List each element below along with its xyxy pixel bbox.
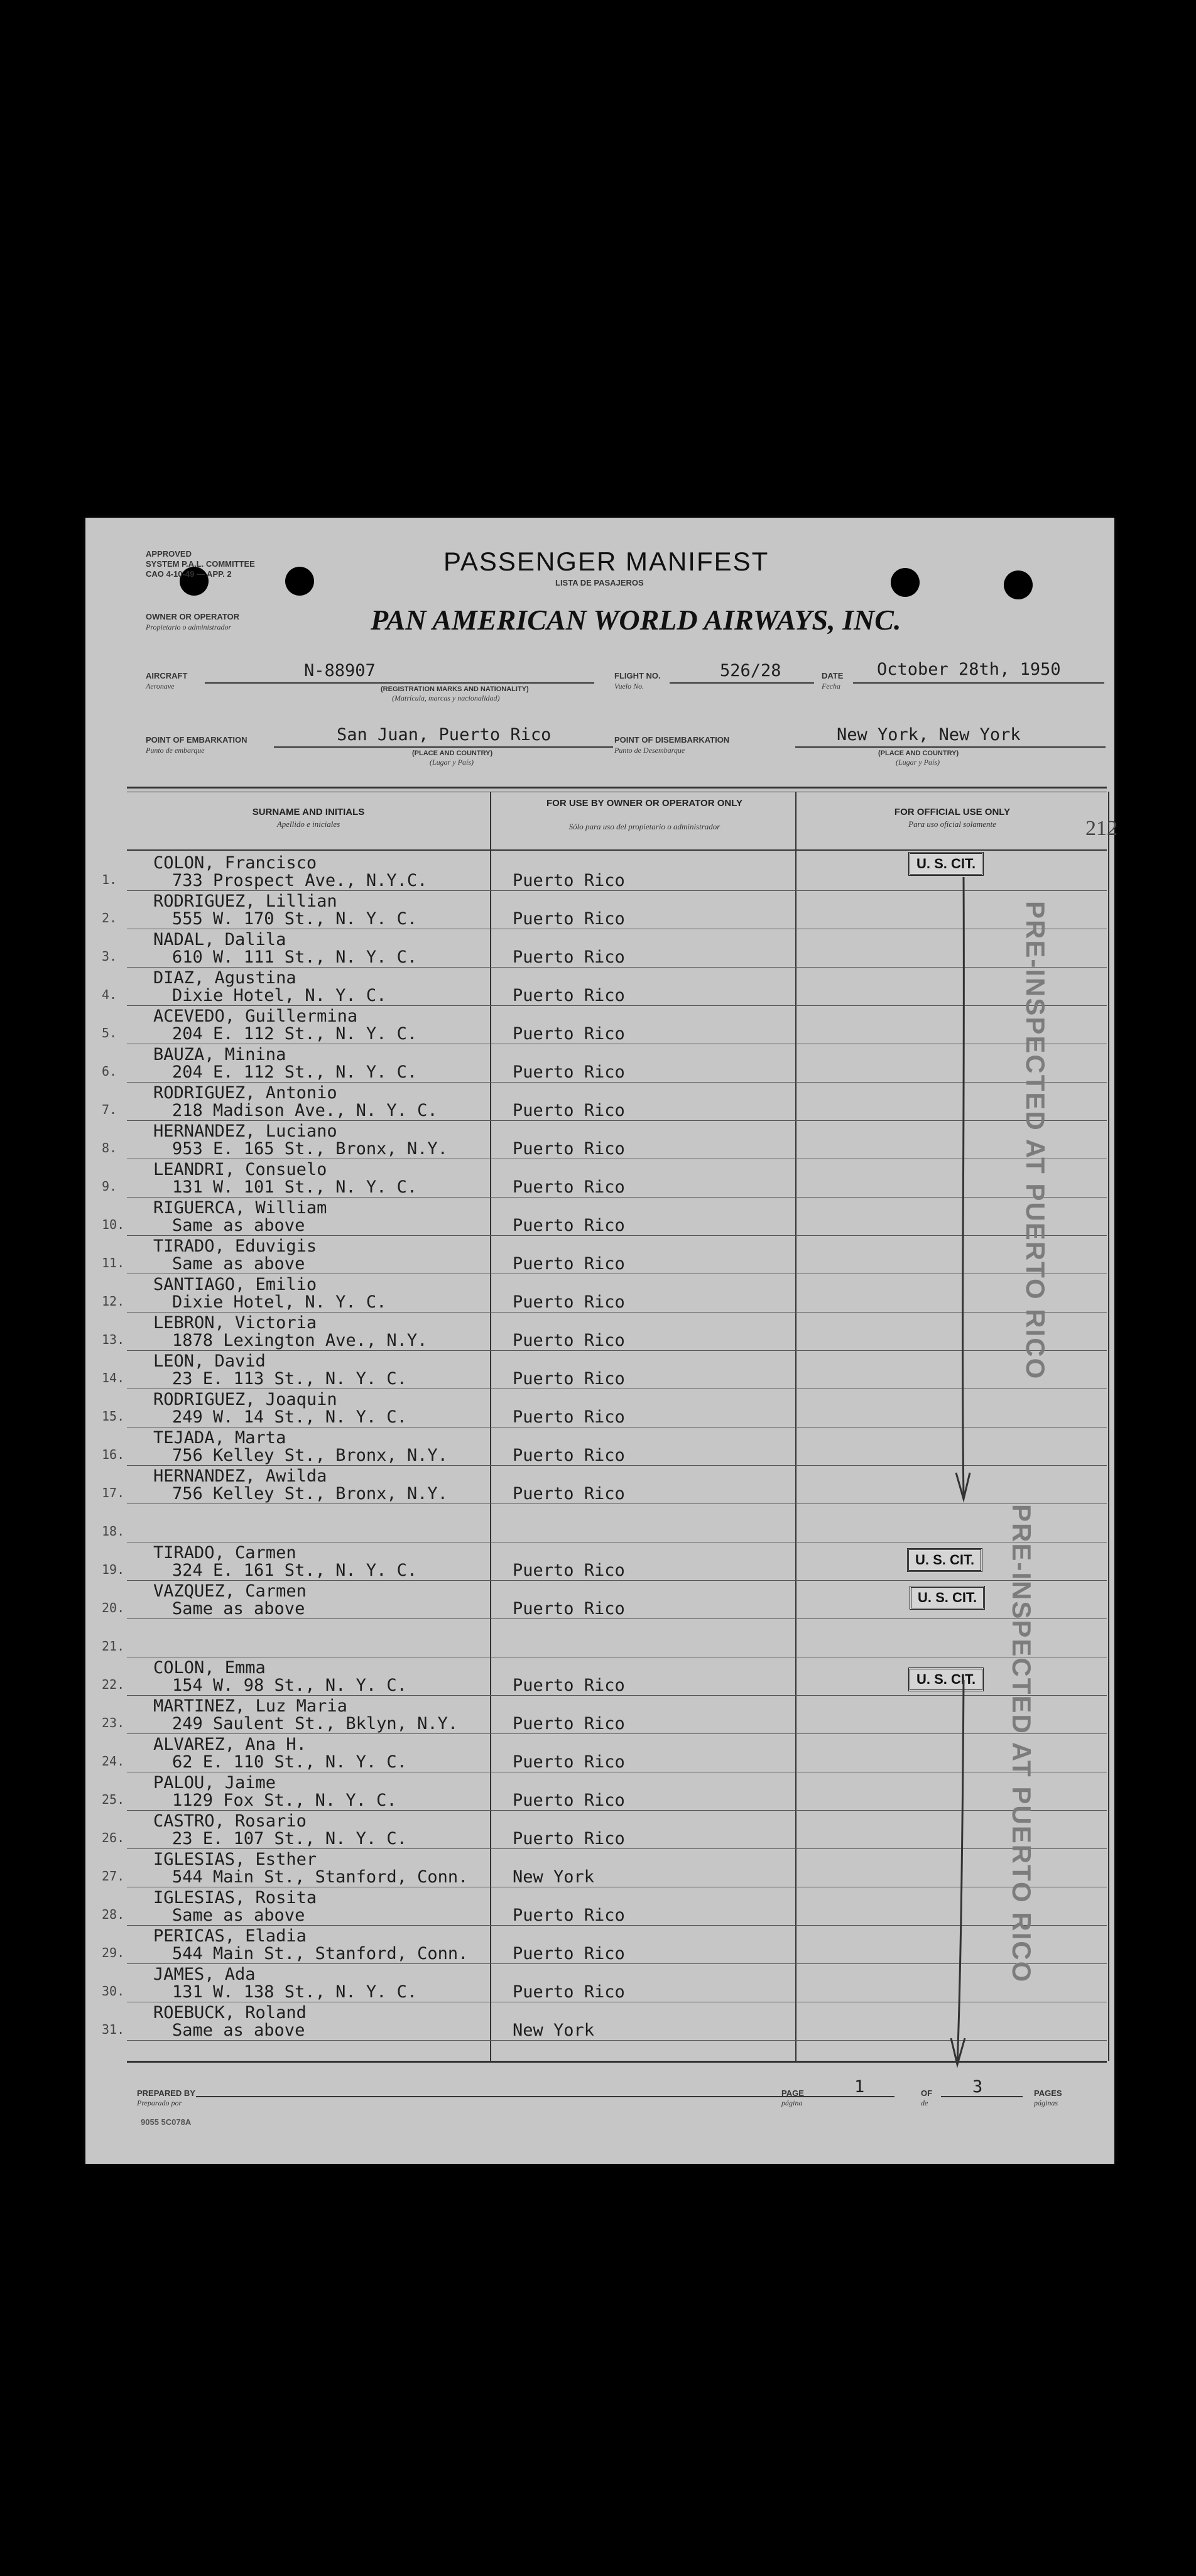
column-header-official: FOR OFFICIAL USE ONLY: [894, 807, 1011, 817]
prepared-by-label: PREPARED BY: [137, 2088, 195, 2098]
passenger-name: LEON, David: [153, 1351, 266, 1371]
page-label: PAGE: [781, 2088, 804, 2098]
form-number: 9055 5C078A: [141, 2117, 192, 2127]
passenger-name: TIRADO, Eduvigis: [153, 1236, 317, 1256]
passenger-destination: Puerto Rico: [513, 986, 625, 1005]
row-number: 22.: [102, 1677, 125, 1692]
row-number: 11.: [102, 1255, 125, 1270]
passenger-destination: Puerto Rico: [513, 1139, 625, 1159]
passenger-address: 23 E. 107 St., N. Y. C.: [172, 1829, 407, 1848]
passenger-address: Dixie Hotel, N. Y. C.: [172, 986, 387, 1005]
passenger-name: RODRIGUEZ, Joaquin: [153, 1390, 337, 1409]
of-label: OF: [921, 2088, 933, 2098]
passenger-name: ACEVEDO, Guillermina: [153, 1007, 358, 1026]
aircraft-label-es: Aeronave: [146, 682, 175, 690]
embark-place-caption: (PLACE AND COUNTRY): [412, 750, 493, 757]
passenger-destination: Puerto Rico: [513, 1446, 625, 1465]
passenger-name: HERNANDEZ, Luciano: [153, 1122, 337, 1141]
passenger-name: RODRIGUEZ, Antonio: [153, 1083, 337, 1103]
disembark-place-caption-es: (Lugar y País): [896, 758, 940, 767]
row-number: 25.: [102, 1792, 125, 1807]
row-number: 2.: [102, 910, 117, 925]
approval-line: APPROVED: [146, 549, 192, 559]
registration-caption-es: (Matrícula, marcas y nacionalidad): [392, 694, 500, 702]
passenger-address: 23 E. 113 St., N. Y. C.: [172, 1369, 407, 1389]
airline-name: PAN AMERICAN WORLD AIRWAYS, INC.: [371, 604, 901, 636]
passenger-name: ALVAREZ, Ana H.: [153, 1735, 307, 1754]
us-citizen-stamp: U. S. CIT.: [907, 1548, 982, 1572]
column-header-name-es: Apellido e iniciales: [276, 819, 340, 829]
passenger-destination: Puerto Rico: [513, 1369, 625, 1389]
row-number: 30.: [102, 1984, 125, 1999]
approval-line: SYSTEM P.A.L. COMMITTEE: [146, 559, 255, 569]
passenger-name: COLON, Emma: [153, 1658, 266, 1678]
passenger-destination: Puerto Rico: [513, 1791, 625, 1810]
passenger-destination: Puerto Rico: [513, 909, 625, 929]
passenger-destination: Puerto Rico: [513, 1676, 625, 1695]
disembark-label: POINT OF DISEMBARKATION: [614, 735, 730, 745]
row-number: 15.: [102, 1409, 125, 1424]
passenger-address: Same as above: [172, 1599, 305, 1618]
passenger-name: RODRIGUEZ, Lillian: [153, 892, 337, 911]
passenger-destination: Puerto Rico: [513, 1829, 625, 1848]
punch-hole: [891, 568, 920, 597]
manifest-title-es: LISTA DE PASAJEROS: [555, 578, 644, 587]
passenger-name: VAZQUEZ, Carmen: [153, 1581, 307, 1601]
passenger-destination: Puerto Rico: [513, 1331, 625, 1350]
row-number: 24.: [102, 1754, 125, 1769]
passenger-address: 131 W. 101 St., N. Y. C.: [172, 1177, 418, 1197]
passenger-address: 154 W. 98 St., N. Y. C.: [172, 1676, 407, 1695]
bracket-lines: [902, 870, 1003, 2095]
row-number: 3.: [102, 949, 117, 964]
passenger-destination: Puerto Rico: [513, 947, 625, 967]
passenger-destination: Puerto Rico: [513, 1024, 625, 1044]
passenger-name: COLON, Francisco: [153, 853, 317, 873]
passenger-address: 204 E. 112 St., N. Y. C.: [172, 1024, 418, 1044]
passenger-name: CASTRO, Rosario: [153, 1811, 307, 1831]
aircraft-value: N-88907: [304, 661, 376, 680]
row-number: 9.: [102, 1179, 117, 1194]
passenger-name: NADAL, Dalila: [153, 930, 286, 949]
passenger-name: TEJADA, Marta: [153, 1428, 286, 1448]
column-header-owner-es: Sólo para uso del propietario o administrador: [568, 822, 720, 831]
row-number: 1.: [102, 872, 117, 887]
row-number: 13.: [102, 1332, 125, 1347]
passenger-address: 544 Main St., Stanford, Conn.: [172, 1944, 469, 1963]
row-number: 31.: [102, 2022, 125, 2037]
passenger-name: ROEBUCK, Roland: [153, 2003, 307, 2022]
passenger-address: 249 Saulent St., Bklyn, N.Y.: [172, 1714, 459, 1733]
passenger-destination: Puerto Rico: [513, 1752, 625, 1772]
passenger-destination: New York: [513, 1867, 595, 1887]
page-number-stamp: 212: [1085, 817, 1117, 840]
passenger-destination: Puerto Rico: [513, 1561, 625, 1580]
passenger-address: 218 Madison Ave., N. Y. C.: [172, 1101, 438, 1120]
date-value: October 28th, 1950: [877, 660, 1061, 679]
passenger-destination: Puerto Rico: [513, 1484, 625, 1504]
pages-total-value: 3: [972, 2077, 983, 2097]
passenger-address: 204 E. 112 St., N. Y. C.: [172, 1062, 418, 1082]
disembark-place-caption: (PLACE AND COUNTRY): [878, 750, 959, 757]
row-number: 14.: [102, 1370, 125, 1385]
row-number: 17.: [102, 1485, 125, 1500]
passenger-address: 1129 Fox St., N. Y. C.: [172, 1791, 397, 1810]
passenger-destination: New York: [513, 2021, 595, 2040]
passenger-destination: Puerto Rico: [513, 1254, 625, 1274]
of-label-es: de: [921, 2098, 928, 2107]
passenger-destination: Puerto Rico: [513, 1177, 625, 1197]
row-number: 16.: [102, 1447, 125, 1462]
passenger-address: 544 Main St., Stanford, Conn.: [172, 1867, 469, 1887]
row-number: 12.: [102, 1294, 125, 1309]
passenger-name: LEBRON, Victoria: [153, 1313, 317, 1333]
row-number: 29.: [102, 1945, 125, 1960]
row-number: 10.: [102, 1217, 125, 1232]
punch-hole: [1004, 570, 1033, 599]
embark-label: POINT OF EMBARKATION: [146, 735, 247, 745]
passenger-destination: Puerto Rico: [513, 1407, 625, 1427]
passenger-name: TIRADO, Carmen: [153, 1543, 296, 1563]
date-label: DATE: [822, 671, 844, 680]
passenger-name: SANTIAGO, Emilio: [153, 1275, 317, 1294]
passenger-name: HERNANDEZ, Awilda: [153, 1466, 327, 1486]
flight-label-es: Vuelo No.: [614, 682, 644, 690]
owner-label: OWNER OR OPERATOR: [146, 612, 240, 621]
passenger-address: 756 Kelley St., Bronx, N.Y.: [172, 1446, 448, 1465]
embark-value: San Juan, Puerto Rico: [337, 725, 552, 745]
column-header-owner: FOR USE BY OWNER OR OPERATOR ONLY: [546, 798, 742, 809]
aircraft-label: AIRCRAFT: [146, 671, 188, 680]
row-number: 5.: [102, 1025, 117, 1040]
passenger-address: 1878 Lexington Ave., N.Y.: [172, 1331, 428, 1350]
prepared-by-label-es: Preparado por: [137, 2098, 182, 2107]
row-number: 21.: [102, 1639, 125, 1654]
passenger-name: LEANDRI, Consuelo: [153, 1160, 327, 1179]
passenger-address: 555 W. 170 St., N. Y. C.: [172, 909, 418, 929]
row-number: 27.: [102, 1869, 125, 1884]
date-label-es: Fecha: [822, 682, 840, 690]
punch-hole: [285, 567, 314, 596]
row-number: 8.: [102, 1140, 117, 1155]
passenger-destination: Puerto Rico: [513, 1101, 625, 1120]
us-citizen-stamp: U. S. CIT.: [908, 1667, 984, 1691]
us-citizen-stamp: U. S. CIT.: [908, 852, 984, 876]
pages-label-es: páginas: [1034, 2098, 1058, 2107]
passenger-destination: Puerto Rico: [513, 1944, 625, 1963]
passenger-destination: Puerto Rico: [513, 1292, 625, 1312]
pages-label: PAGES: [1034, 2088, 1062, 2098]
flight-label: FLIGHT NO.: [614, 671, 661, 680]
passenger-destination: Puerto Rico: [513, 871, 625, 890]
passenger-name: IGLESIAS, Rosita: [153, 1888, 317, 1907]
passenger-address: 249 W. 14 St., N. Y. C.: [172, 1407, 407, 1427]
passenger-name: JAMES, Ada: [153, 1965, 256, 1984]
row-number: 20.: [102, 1600, 125, 1615]
passenger-name: BAUZA, Minina: [153, 1045, 286, 1064]
passenger-address: Same as above: [172, 2021, 305, 2040]
row-number: 4.: [102, 987, 117, 1002]
manifest-sheet: [85, 518, 1117, 2164]
passenger-address: Same as above: [172, 1906, 305, 1925]
passenger-address: 610 W. 111 St., N. Y. C.: [172, 947, 418, 967]
registration-caption: (REGISTRATION MARKS AND NATIONALITY): [381, 685, 529, 693]
row-number: 28.: [102, 1907, 125, 1922]
column-header-name: SURNAME AND INITIALS: [252, 807, 365, 817]
passenger-destination: Puerto Rico: [513, 1062, 625, 1082]
passenger-address: Same as above: [172, 1254, 305, 1274]
passenger-address: 131 W. 138 St., N. Y. C.: [172, 1982, 418, 2002]
row-number: 19.: [102, 1562, 125, 1577]
passenger-address: 324 E. 161 St., N. Y. C.: [172, 1561, 418, 1580]
passenger-name: MARTINEZ, Luz Maria: [153, 1696, 347, 1716]
manifest-title: PASSENGER MANIFEST: [443, 547, 769, 576]
disembark-value: New York, New York: [837, 725, 1021, 745]
embark-label-es: Punto de embarque: [146, 746, 205, 755]
passenger-address: 62 E. 110 St., N. Y. C.: [172, 1752, 407, 1772]
disembark-label-es: Punto de Desembarque: [614, 746, 685, 755]
passenger-name: DIAZ, Agustina: [153, 968, 296, 988]
flight-value: 526/28: [720, 661, 781, 680]
page-value: 1: [854, 2077, 865, 2097]
passenger-destination: Puerto Rico: [513, 1714, 625, 1733]
passenger-address: 756 Kelley St., Bronx, N.Y.: [172, 1484, 448, 1504]
passenger-destination: Puerto Rico: [513, 1599, 625, 1618]
page-label-es: página: [781, 2098, 803, 2107]
passenger-address: Dixie Hotel, N. Y. C.: [172, 1292, 387, 1312]
pre-inspected-stamp: PRE-INSPECTED AT PUERTO RICO: [1021, 901, 1050, 1380]
passenger-address: Same as above: [172, 1216, 305, 1235]
passenger-name: PERICAS, Eladia: [153, 1926, 307, 1946]
pre-inspected-stamp: PRE-INSPECTED AT PUERTO RICO: [1007, 1504, 1036, 1984]
passenger-destination: Puerto Rico: [513, 1982, 625, 2002]
row-number: 6.: [102, 1064, 117, 1079]
owner-label-es: Propietario o administrador: [146, 623, 232, 631]
row-number: 23.: [102, 1715, 125, 1730]
row-number: 7.: [102, 1102, 117, 1117]
column-header-official-es: Para uso oficial solamente: [908, 819, 996, 829]
passenger-destination: Puerto Rico: [513, 1906, 625, 1925]
passenger-name: PALOU, Jaime: [153, 1773, 276, 1793]
us-citizen-stamp: U. S. CIT.: [910, 1586, 985, 1610]
embark-place-caption-es: (Lugar y País): [430, 758, 474, 767]
passenger-address: 953 E. 165 St., Bronx, N.Y.: [172, 1139, 448, 1159]
passenger-address: 733 Prospect Ave., N.Y.C.: [172, 871, 428, 890]
passenger-destination: Puerto Rico: [513, 1216, 625, 1235]
passenger-name: RIGUERCA, William: [153, 1198, 327, 1218]
passenger-name: IGLESIAS, Esther: [153, 1850, 317, 1869]
row-number: 18.: [102, 1524, 125, 1539]
row-number: 26.: [102, 1830, 125, 1845]
approval-line: CAO 4-10-49 — APP. 2: [146, 569, 232, 579]
